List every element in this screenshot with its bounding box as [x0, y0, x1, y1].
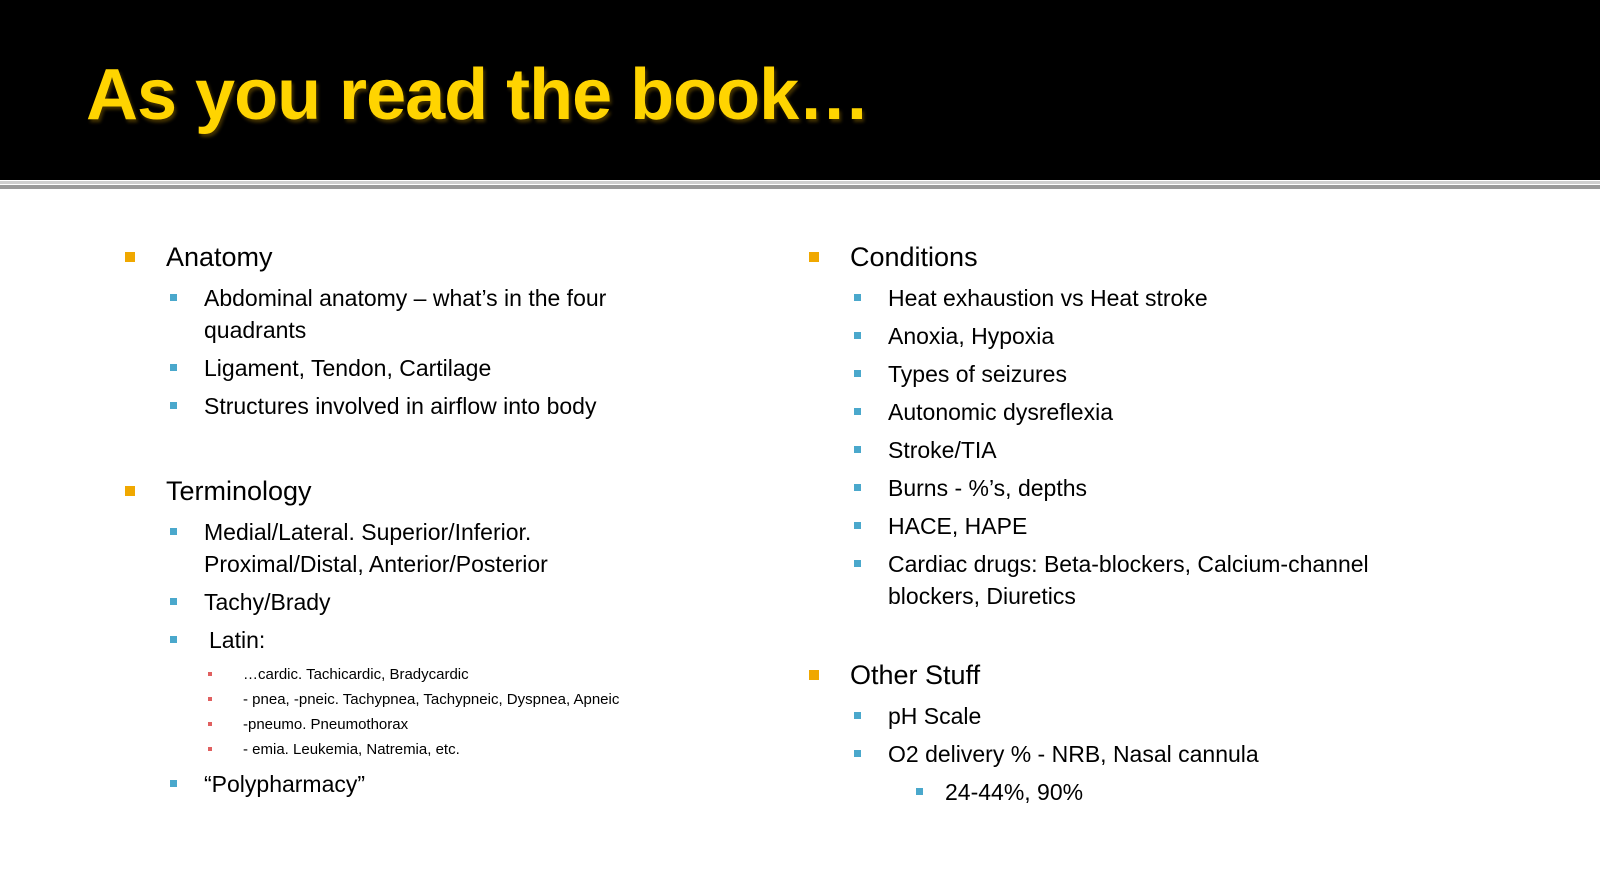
list-item: Ligament, Tendon, Cartilage [166, 352, 774, 384]
list-item: HACE, HAPE [850, 510, 1548, 542]
latin-item: -pneumo. Pneumothorax [208, 712, 774, 737]
right-column [808, 238, 1548, 856]
list-item: Cardiac drugs: Beta-blockers, Calcium-channel blockers, Diuretics [850, 548, 1448, 612]
terminology-list [166, 516, 774, 800]
o2-sublist [850, 776, 1548, 808]
title-divider-light [0, 181, 1600, 184]
left-column [124, 238, 774, 848]
list-item: Stroke/TIA [850, 434, 1548, 466]
anatomy-list [166, 282, 774, 422]
list-item: Tachy/Brady [166, 586, 774, 618]
latin-sublist [166, 662, 774, 762]
list-item: Anoxia, Hypoxia [850, 320, 1548, 352]
section-anatomy [124, 238, 774, 422]
section-other-stuff [808, 656, 1548, 808]
list-item: Autonomic dysreflexia [850, 396, 1548, 428]
list-item: Structures involved in airflow into body [166, 390, 774, 422]
latin-item: - emia. Leukemia, Natremia, etc. [208, 737, 774, 762]
section-terminology [124, 472, 774, 800]
list-item: Types of seizures [850, 358, 1548, 390]
title-bar [0, 0, 1600, 180]
section-heading: Terminology [166, 472, 774, 510]
list-item-latin [166, 624, 774, 762]
latin-item: …cardic. Tachicardic, Bradycardic [208, 662, 774, 687]
section-heading: Other Stuff [850, 656, 1548, 694]
list-item: Heat exhaustion vs Heat stroke [850, 282, 1548, 314]
section-heading: Conditions [850, 238, 1548, 276]
list-item: pH Scale [850, 700, 1548, 732]
title-divider-dark [0, 185, 1600, 189]
list-item: “Polypharmacy” [166, 768, 774, 800]
list-item: Burns - %’s, depths [850, 472, 1548, 504]
latin-label: Latin: [209, 627, 266, 653]
conditions-list [850, 282, 1548, 612]
sub-list-item: 24-44%, 90% [850, 776, 1548, 808]
latin-item: - pnea, -pneic. Tachypnea, Tachypneic, Dyspnea, Apneic [208, 687, 774, 712]
other-stuff-list [850, 700, 1548, 770]
section-conditions [808, 238, 1548, 612]
slide-title: As you read the book… [86, 55, 870, 135]
section-heading: Anatomy [166, 238, 774, 276]
list-item: O2 delivery % - NRB, Nasal cannula [850, 738, 1548, 770]
list-item: Medial/Lateral. Superior/Inferior. Proximal/Distal, Anterior/Posterior [166, 516, 624, 580]
list-item: Abdominal anatomy – what’s in the four quadrants [166, 282, 684, 346]
